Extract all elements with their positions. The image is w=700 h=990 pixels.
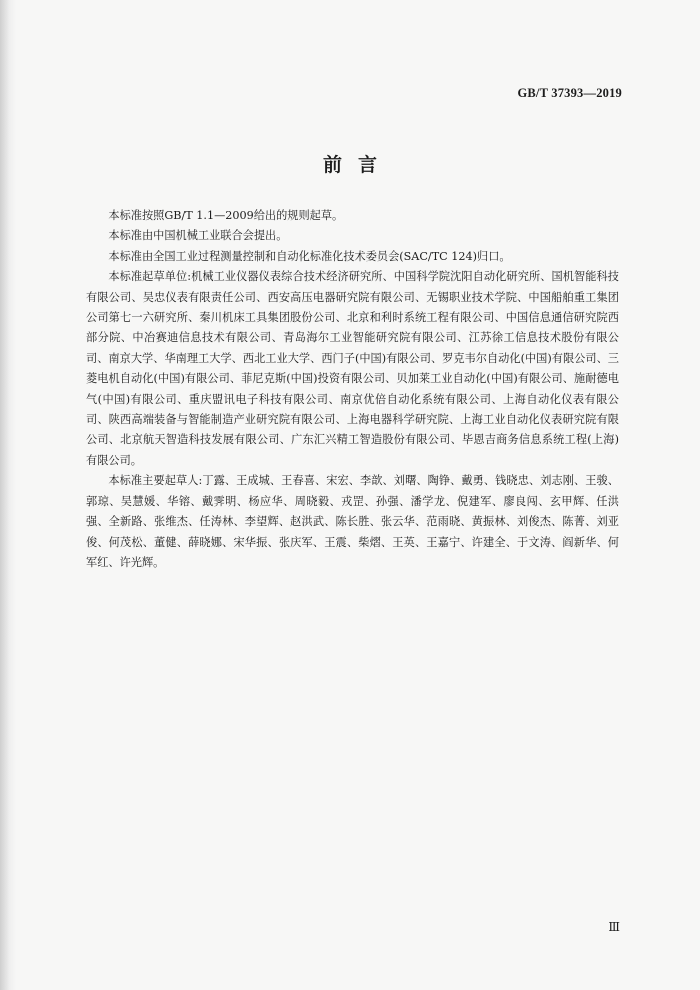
page-title: 前言 xyxy=(322,154,393,176)
foreword-body xyxy=(86,206,619,573)
bleed-through-line xyxy=(90,792,150,808)
bleed-through-line xyxy=(90,776,150,792)
scan-edge-shadow xyxy=(0,0,16,990)
paragraph-drafting-units: 本标准起草单位:机械工业仪器仪表综合技术经济研究所、中国科学院沈阳自动化研究所、国机智能科技有限公司、吴忠仪表有限责任公司、西安高压电器研究院有限公司、无锡职业技术学院、中国船舶重工集团公司第七一六研究所、秦川机床工具集团股份公司、北京和利时系统工程有限公司、中国信息通信研究院西部分院、中冶赛迪信息技术有限公司、青岛海尔工业智能研究院有限公司、江苏徐工信息技术股份有限公司、南京大学、华南理工大学、西北工业大学、西门子(中国)有限公司、罗克韦尔自动化(中国)有限公司、三菱电机自动化(中国)有限公司、菲尼克斯(中国)投资有限公司、贝加莱工业自动化(中国)有限公司、施耐德电气(中国)有限公司、重庆盟讯电子科技有限公司、南京优倍自动化系统有限公司、上海自动化仪表有限公司、陕西高端装备与智能制造产业研究院有限公司、上海电器科学研究院、上海工业自动化仪表研究院有限公司、北京航天智造科技发展有限公司、广东汇兴精工智造股份有限公司、毕恩吉商务信息系统工程(上海)有限公司。 xyxy=(86,270,619,467)
bleed-through-marks xyxy=(90,760,150,808)
paragraph-proposer: 本标准由中国机械工业联合会提出。 xyxy=(108,229,288,243)
standard-code: GB/T 37393—2019 xyxy=(517,86,622,100)
paragraph-drafting-rules: 本标准按照GB/T 1.1—2009给出的规则起草。 xyxy=(108,209,344,222)
paragraph-drafters: 本标准主要起草人:丁露、王成城、王春喜、宋宏、李歆、刘曙、陶铮、戴勇、钱晓忠、刘志刚、王骏、郭琼、吴慧媛、华镕、戴霁明、杨应华、周晓毅、戎罡、孙强、潘学龙、倪建军、廖良闯、玄甲辉、任洪强、全新路、张维杰、任涛林、李望辉、赵洪武、陈长胜、张云华、范雨晓、黄振林、刘俊杰、陈菁、刘亚俊、何茂松、董健、薛晓娜、宋华振、张庆军、王震、柴熠、王英、王嘉宁、许建全、于文涛、阎新华、何军红、许光辉。 xyxy=(86,474,619,569)
paragraph-committee: 本标准由全国工业过程测量控制和自动化标准化技术委员会(SAC/TC 124)归口。 xyxy=(108,249,511,263)
bleed-through-line xyxy=(90,760,150,776)
page-number: Ⅲ xyxy=(608,920,620,934)
